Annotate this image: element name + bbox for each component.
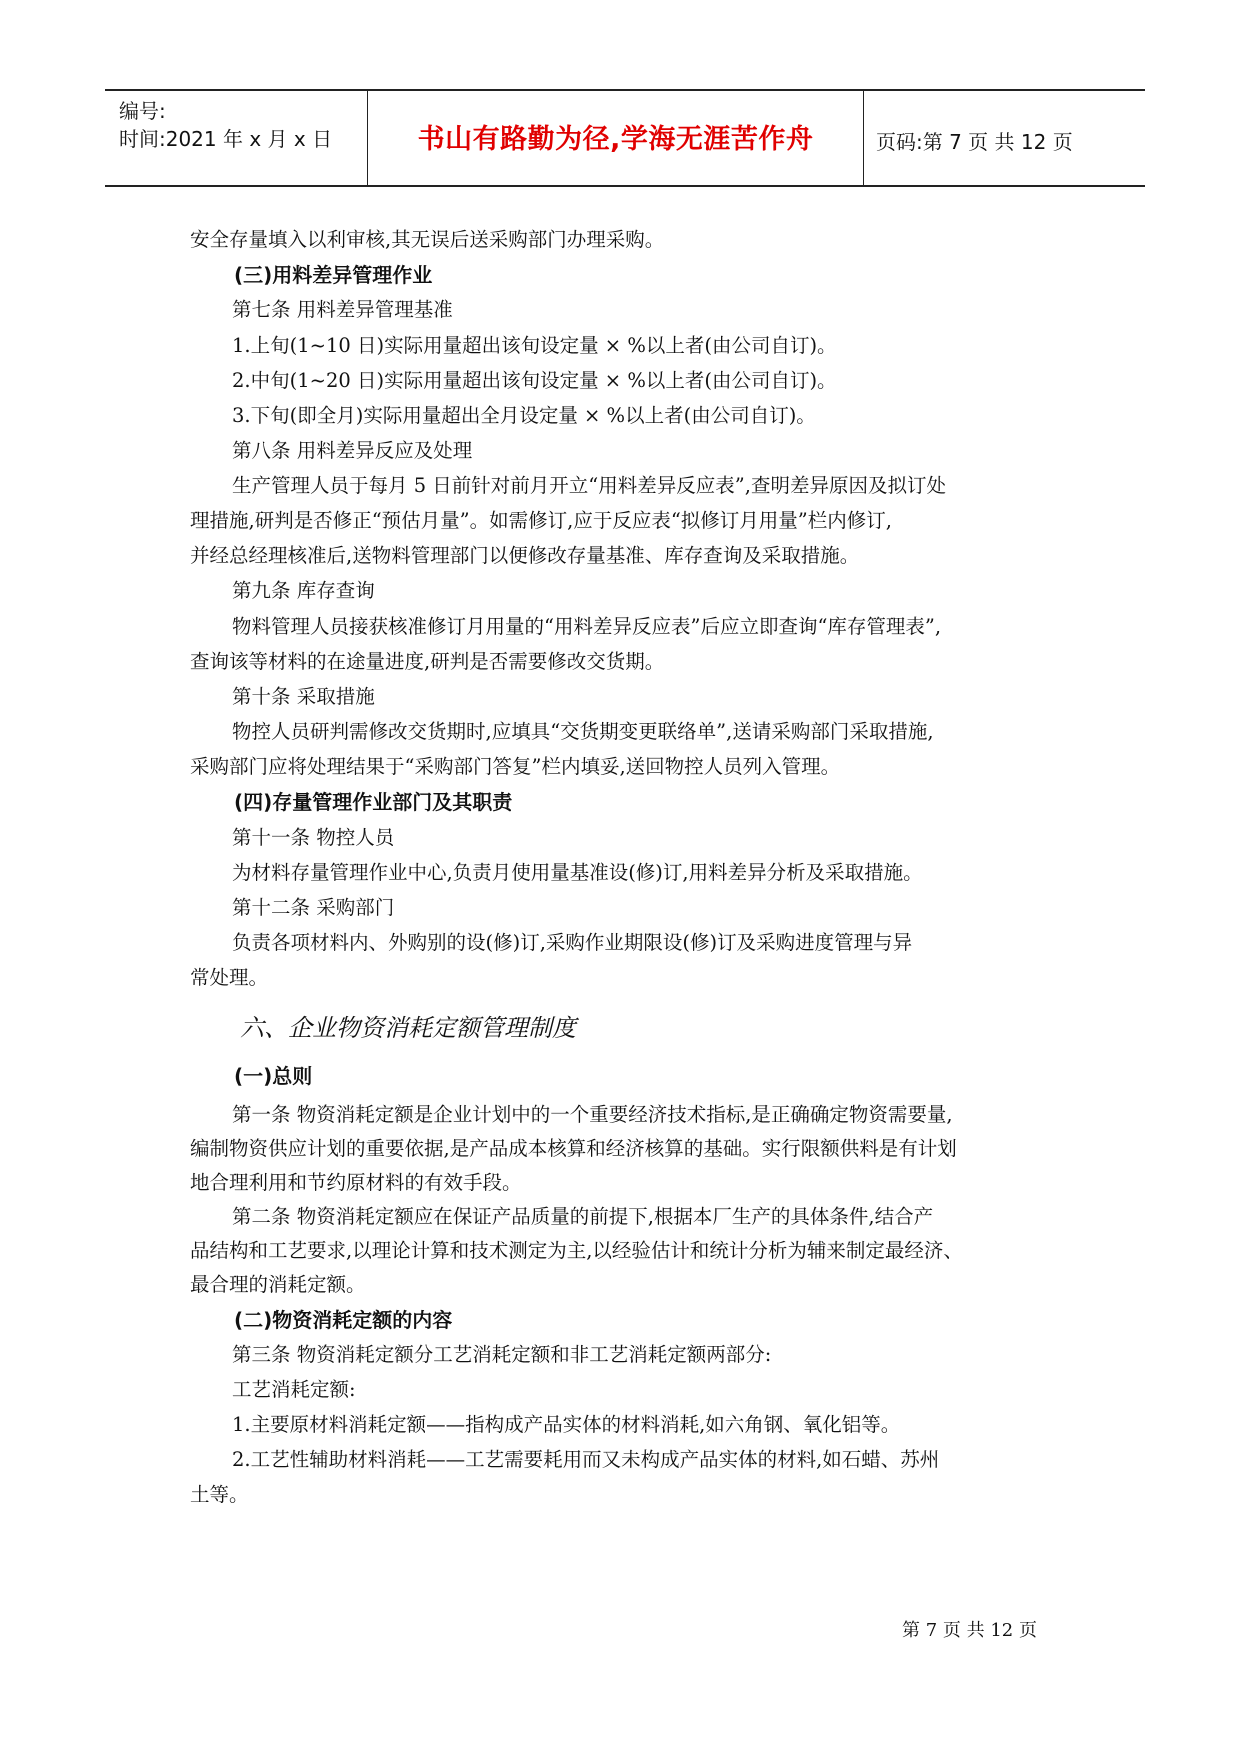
paragraph-line: 常处理。 <box>190 966 269 989</box>
paragraph-line: 工艺消耗定额: <box>232 1378 356 1401</box>
paragraph-line: 编制物资供应计划的重要依据,是产品成本核算和经济核算的基础。实行限额供料是有计划 <box>190 1137 957 1160</box>
paragraph-line: 为材料存量管理作业中心,负责月使用量基准设(修)订,用料差异分析及采取措施。 <box>232 861 923 884</box>
section-heading: (三)用料差异管理作业 <box>234 263 433 287</box>
paragraph-line: 地合理利用和节约原材料的有效手段。 <box>190 1171 522 1194</box>
paragraph-line: 并经总经理核准后,送物料管理部门以便修改存量基准、库存查询及采取措施。 <box>190 544 860 567</box>
paragraph-line: 理措施,研判是否修正“预估月量”。如需修订,应于反应表“拟修订月用量”栏内修订, <box>190 509 892 532</box>
paragraph-line: 第一条 物资消耗定额是企业计划中的一个重要经济技术指标,是正确确定物资需要量, <box>232 1103 953 1126</box>
article-heading: 第十二条 采购部门 <box>232 896 395 919</box>
article-heading: 第八条 用料差异反应及处理 <box>232 439 473 462</box>
article-heading: 第十条 采取措施 <box>232 685 375 708</box>
paragraph-line: 第二条 物资消耗定额应在保证产品质量的前提下,根据本厂生产的具体条件,结合产 <box>232 1205 934 1228</box>
header-page-label: 页码:第 7 页 共 12 页 <box>876 130 1073 154</box>
paragraph-line: 物控人员研判需修改交货期时,应填具“交货期变更联络单”,送请采购部门采取措施, <box>232 720 934 743</box>
document-number-label: 编号: <box>119 99 166 123</box>
paragraph-line: 安全存量填入以利审核,其无误后送采购部门办理采购。 <box>190 228 665 251</box>
article-heading: 第三条 物资消耗定额分工艺消耗定额和非工艺消耗定额两部分: <box>232 1343 772 1366</box>
paragraph-line: 查询该等材料的在途量进度,研判是否需要修改交货期。 <box>190 650 665 673</box>
paragraph-line: 最合理的消耗定额。 <box>190 1273 366 1296</box>
article-heading: 第七条 用料差异管理基准 <box>232 298 453 321</box>
header-motto-cell <box>368 91 864 185</box>
paragraph-line: 采购部门应将处理结果于“采购部门答复”栏内填妥,送回物控人员列入管理。 <box>190 755 841 778</box>
paragraph-line: 负责各项材料内、外购别的设(修)订,采购作业期限设(修)订及采购进度管理与异 <box>232 931 913 954</box>
article-heading: 第九条 库存查询 <box>232 579 375 602</box>
header-meta <box>105 91 368 185</box>
paragraph-line: 土等。 <box>190 1483 249 1506</box>
list-item: 2.中旬(1~20 日)实际用量超出该旬设定量 × %以上者(由公司自订)。 <box>232 369 837 392</box>
chapter-title: 六、企业物资消耗定额管理制度 <box>240 1014 576 1042</box>
header-motto: 书山有路勤为径,学海无涯苦作舟 <box>417 124 814 155</box>
section-heading: (四)存量管理作业部门及其职责 <box>234 790 513 814</box>
document-time-label: 时间:2021 年 x 月 x 日 <box>119 127 333 151</box>
section-heading: (二)物资消耗定额的内容 <box>234 1308 453 1332</box>
list-item: 2.工艺性辅助材料消耗——工艺需要耗用而又未构成产品实体的材料,如石蜡、苏州 <box>232 1448 940 1471</box>
document-header <box>105 89 1145 187</box>
section-heading: (一)总则 <box>234 1064 313 1088</box>
list-item: 3.下旬(即全月)实际用量超出全月设定量 × %以上者(由公司自订)。 <box>232 404 816 427</box>
paragraph-line: 物料管理人员接获核准修订月用量的“用料差异反应表”后应立即查询“库存管理表”, <box>232 615 942 638</box>
paragraph-line: 品结构和工艺要求,以理论计算和技术测定为主,以经验估计和统计分析为辅来制定最经济、 <box>190 1239 963 1262</box>
paragraph-line: 生产管理人员于每月 5 日前针对前月开立“用料差异反应表”,查明差异原因及拟订处 <box>232 474 946 497</box>
list-item: 1.上旬(1~10 日)实际用量超出该旬设定量 × %以上者(由公司自订)。 <box>232 334 837 357</box>
article-heading: 第十一条 物控人员 <box>232 826 395 849</box>
list-item: 1.主要原材料消耗定额——指构成产品实体的材料消耗,如六角钢、氧化铝等。 <box>232 1413 901 1436</box>
page-footer: 第 7 页 共 12 页 <box>902 1620 1037 1641</box>
header-page-cell <box>864 91 1145 185</box>
